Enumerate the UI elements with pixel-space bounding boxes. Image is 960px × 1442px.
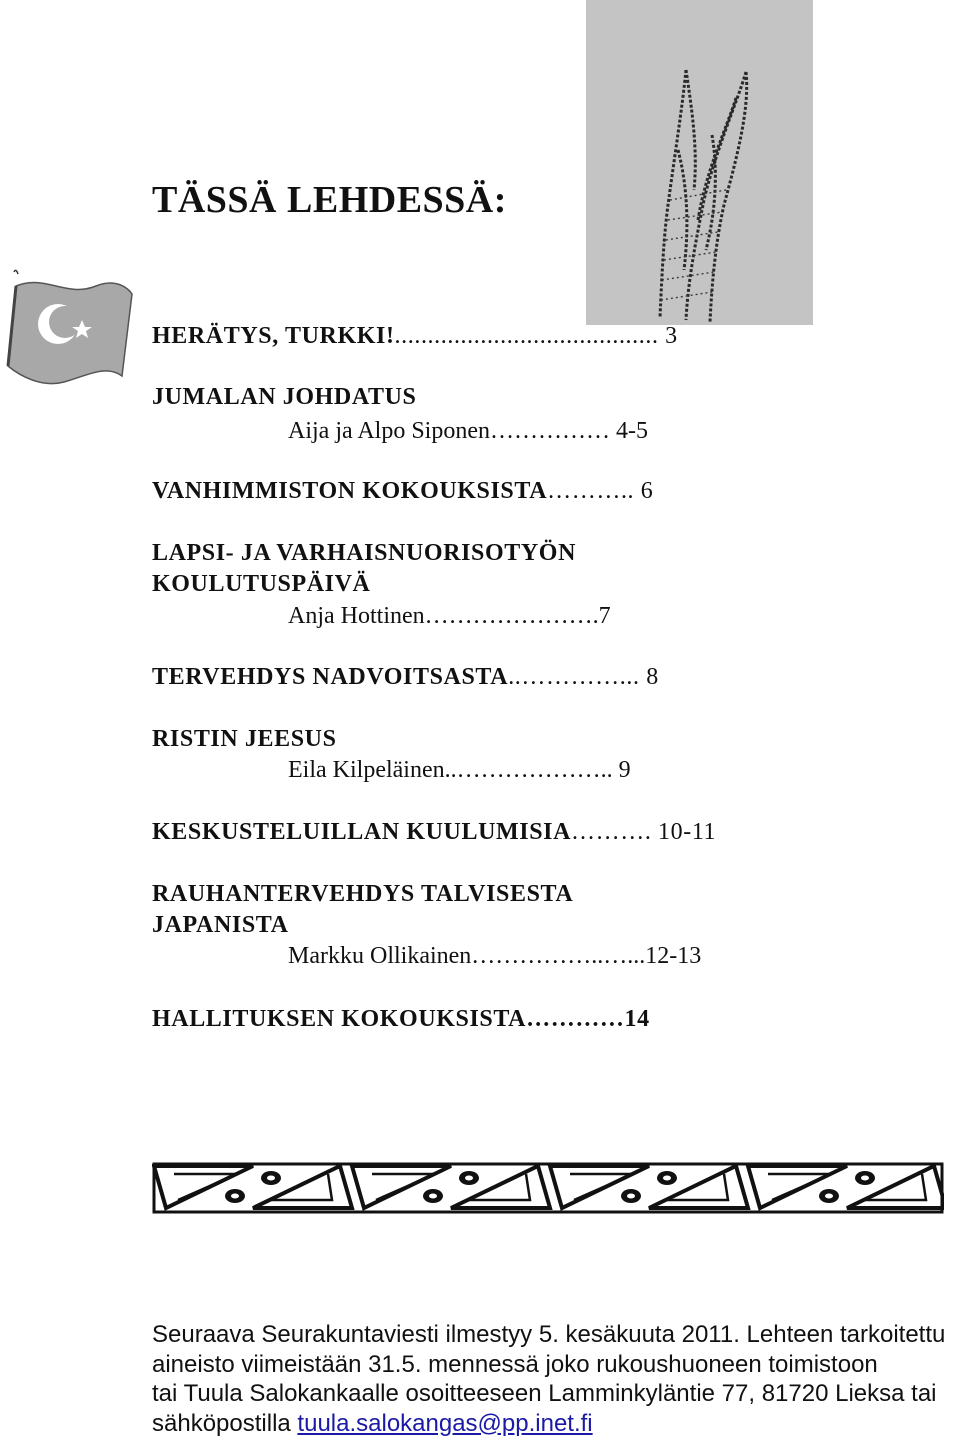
ornamental-border <box>152 1160 944 1216</box>
toc-dots: ………… <box>526 1006 625 1032</box>
toc-title: VANHIMMISTON KOKOUKSISTA <box>152 478 548 504</box>
toc-dots: ..……………….. <box>444 757 613 783</box>
toc-dots: …………………. <box>424 603 599 629</box>
toc-author-rauhan <box>288 943 701 970</box>
toc-item-hallitus <box>152 1006 650 1033</box>
email-link[interactable]: tuula.salokangas@pp.inet.fi <box>297 1409 593 1437</box>
toc-title-line2: KOULUTUSPÄIVÄ <box>152 571 371 597</box>
turkish-flag-image <box>6 264 136 390</box>
toc-dots: ..…………... <box>508 664 640 690</box>
toc-page: 9 <box>612 757 631 783</box>
toc-author-ristin <box>288 757 631 784</box>
toc-author: Anja Hottinen <box>288 603 425 629</box>
toc-author-lapsi <box>288 603 611 630</box>
toc-title: KESKUSTELUILLAN KUULUMISIA <box>152 819 572 845</box>
toc-item-lapsi-line2 <box>152 571 371 598</box>
toc-item-ristin <box>152 726 337 753</box>
praying-hands-image <box>586 0 813 325</box>
toc-title: HERÄTYS, TURKKI! <box>152 323 395 349</box>
footer-text <box>152 1320 960 1438</box>
toc-title-line1: LAPSI- JA VARHAISNUORISOTYÖN <box>152 540 577 566</box>
toc-item-rauhan <box>152 881 573 908</box>
toc-dots: …………… <box>489 418 616 444</box>
toc-title: JUMALAN JOHDATUS <box>152 384 417 410</box>
toc-dots: ........................................ <box>394 323 659 349</box>
toc-item-tervehdys <box>152 664 659 691</box>
toc-item-lapsi <box>152 540 576 567</box>
toc-title: TERVEHDYS NADVOITSASTA <box>152 664 509 690</box>
toc-dots: ……….. <box>547 478 635 504</box>
toc-item-rauhan-line2 <box>152 912 289 939</box>
page-title: TÄSSÄ LEHDESSÄ: <box>152 179 507 221</box>
toc-title: HALLITUKSEN KOKOUKSISTA <box>152 1006 527 1032</box>
footer-line-1: Seuraava Seurakuntaviesti ilmestyy 5. kesäkuuta 2011. Lehteen tarkoitettu <box>152 1321 946 1348</box>
toc-page: 6 <box>634 478 654 504</box>
toc-item-keskustelu <box>152 819 716 846</box>
toc-item-vanhimmisto <box>152 478 653 505</box>
toc-page: 8 <box>639 664 659 690</box>
footer-line-4 <box>152 1409 960 1439</box>
toc-page: 14 <box>624 1006 650 1032</box>
toc-dots: ……………..…... <box>471 943 646 969</box>
toc-dots: ………. <box>571 819 659 845</box>
footer-prefix: sähköpostilla <box>152 1409 298 1437</box>
footer-line-3: tai Tuula Salokankaalle osoitteeseen Lamminkyläntie 77, 81720 Lieksa tai <box>152 1380 937 1407</box>
toc-author: Eila Kilpeläinen <box>288 757 445 783</box>
toc-page: 10-11 <box>658 819 717 845</box>
toc-title-line2: JAPANISTA <box>152 912 289 938</box>
toc-item-jumalan <box>152 384 417 411</box>
toc-author: Markku Ollikainen <box>288 943 472 969</box>
footer-line-2: aineisto viimeistään 31.5. mennessä joko rukoushuoneen toimistoon <box>152 1350 878 1378</box>
toc-author-jumalan <box>288 418 648 445</box>
toc-page: 12-13 <box>645 943 702 969</box>
toc-page: 7 <box>598 603 611 629</box>
toc-author: Aija ja Alpo Siponen <box>288 418 490 444</box>
toc-page: 3 <box>658 323 678 349</box>
toc-page: 4-5 <box>615 418 648 444</box>
toc-item-heratys <box>152 323 678 350</box>
toc-title: RISTIN JEESUS <box>152 726 337 752</box>
toc-title-line1: RAUHANTERVEHDYS TALVISESTA <box>152 881 574 907</box>
